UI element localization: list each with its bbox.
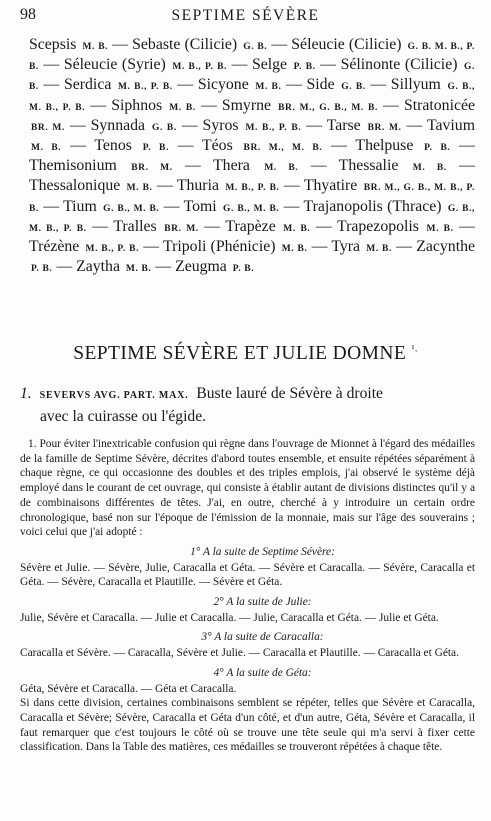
city-entry [94, 137, 169, 154]
city-entry [29, 36, 108, 53]
city-entry [202, 137, 322, 154]
city-name: Trajanopolis (Thrace) [303, 197, 442, 215]
section-title [0, 343, 491, 365]
city-entry [163, 238, 307, 255]
coin-size-marks: P. B. [293, 62, 316, 73]
city-entry [307, 76, 366, 93]
coin-size-marks: M. B. [126, 183, 153, 194]
coin-size-marks: M. B. [125, 264, 152, 275]
coin-description: Buste lauré de Sévère à droite [196, 385, 383, 402]
coin-size-marks: P. B. [424, 143, 451, 154]
city-entry [339, 157, 447, 174]
coin-size-marks: M. B., P. B. [225, 183, 280, 194]
coin-size-marks: G. B., M. B. [223, 203, 280, 214]
group-list-caracalla: Caracalla et Sévère. — Caracalla, Sévère et Julie. — Caracalla et Plautille. — Caracalla et Géta. [20, 647, 459, 660]
coin-size-marks: G. B. [243, 42, 268, 52]
city-name: Sebaste (Cilicie) [132, 36, 238, 53]
city-entry [175, 258, 254, 275]
coin-legend: SEVERVS AVG. PART. MAX. [39, 390, 189, 401]
city-entry [222, 97, 378, 114]
coin-size-marks: M. B. [366, 244, 392, 255]
group-heading-caracalla: 3° A la suite de Caracalla: [201, 631, 324, 644]
coin-size-marks: M. B. [31, 143, 62, 154]
coin-size-marks: M. B. [82, 42, 109, 52]
page-number: 98 [20, 6, 36, 23]
city-entry [113, 218, 198, 235]
coin-size-marks: M. B. [264, 163, 299, 174]
city-entry [213, 157, 298, 174]
city-entry [111, 97, 196, 114]
city-name: Tarse [326, 116, 361, 134]
city-name: Thera [213, 157, 250, 175]
coin-size-marks: M. B., P. B. [85, 244, 140, 255]
city-name: Sillyum [390, 76, 441, 94]
group-list-geta: Géta, Sévère et Caracalla. — Géta et Caracalla. [20, 682, 237, 695]
city-name: Séleucie (Cilicie) [291, 36, 402, 53]
city-entry [76, 258, 151, 275]
coin-size-marks: M. B., P. B. [245, 122, 302, 133]
city-name: Smyrne [221, 96, 271, 114]
section-title-text: SEPTIME SÉVÈRE ET JULIE DOMNE [73, 343, 407, 364]
coin-size-marks: G. B., M. B. [103, 203, 160, 214]
coin-size-marks: BR. M., G. B., M. B., P. B. [29, 183, 475, 214]
coin-size-marks: G. B. [151, 122, 177, 133]
city-name: Selge [251, 56, 288, 74]
city-name: Thuria [176, 177, 219, 195]
city-entry [29, 157, 173, 174]
city-name: Thessalonique [29, 177, 121, 195]
city-name: Stratonicée [403, 96, 475, 114]
city-entry [177, 177, 280, 194]
city-name: Tenos [94, 137, 132, 155]
entry-number: 1. [20, 385, 32, 402]
coin-size-marks: BR. M., G. B., M. B. [278, 102, 378, 113]
city-entry [337, 218, 454, 235]
group-heading-severe: 1° A la suite de Septime Sévère: [190, 545, 335, 558]
coin-size-marks: P. B. [142, 143, 169, 154]
running-title: SEPTIME SÉVÈRE [171, 7, 320, 24]
coin-size-marks: BR. M. [31, 122, 65, 133]
city-name: Séleucie (Syrie) [63, 56, 166, 74]
coin-size-marks: M. B. [412, 163, 447, 174]
city-name: Sélinonte (Cilicie) [340, 56, 458, 74]
city-name: Side [306, 76, 335, 94]
city-entry [198, 76, 282, 93]
coin-size-marks: M. B. [281, 244, 308, 255]
city-name: Synnada [90, 116, 146, 134]
city-name: Tralles [113, 217, 157, 235]
coin-size-marks: G. B. [29, 62, 476, 93]
city-name: Trapezopolis [337, 217, 419, 235]
city-entry [29, 177, 153, 194]
coin-size-marks: G. B., M. B., P. B. [29, 82, 475, 113]
coin-size-marks: M. B. [169, 102, 196, 113]
city-entry [64, 56, 227, 73]
city-name: Serdica [63, 76, 112, 94]
coin-size-marks: BR. M. [367, 122, 402, 133]
coin-size-marks: M. B. [255, 82, 282, 93]
coin-size-marks: M. B. [283, 223, 311, 234]
city-entry [29, 238, 139, 255]
city-name: Tyra [331, 238, 361, 256]
city-name: Syros [202, 116, 239, 134]
city-name: Zaytha [76, 258, 120, 276]
city-name: Thelpuse [355, 137, 414, 155]
city-name: Tium [63, 197, 97, 215]
city-name: Sicyone [197, 76, 249, 94]
city-entry [355, 137, 450, 154]
city-entry [331, 238, 392, 255]
city-entry [64, 76, 173, 93]
city-name: Siphnos [111, 96, 163, 114]
coin-entry [20, 383, 475, 427]
city-name: Thessalie [338, 157, 399, 175]
city-name: Zacynthe [416, 238, 475, 256]
city-name: Scepsis [29, 36, 77, 53]
footnote-conclusion: Si dans cette division, certaines combinaisons semblent se répéter, telles que Sévère et Caracalla, Caracalla et Sévère; Sévère, Caracalla et Géta d'un côté, et d'un autre, Géta, Sévère et Caracalla, il faut remarquer que c'est toujours le côté où se trouve une tête seule qui m'a servi à fixer cette classification. Dans la Table des matières, ces médailles se trouveront répétées à chaque tête. [20, 697, 475, 754]
footnote [20, 437, 475, 755]
group-list-severe: Sévère et Julie. — Sévère, Julie, Caracalla et Géta. — Sévère et Caracalla. — Sévère, Caracalla et Géta. — Sévère, Caracalla et Plautille. — Sévère et Géta. [20, 561, 475, 589]
city-name: Tripoli (Phénicie) [163, 238, 276, 256]
city-name: Téos [202, 137, 233, 155]
city-name: Trapèze [225, 217, 276, 235]
city-entry [225, 218, 310, 235]
city-entry [252, 56, 316, 73]
city-entry [327, 117, 402, 134]
section-note-ref: ¹. [411, 343, 418, 355]
coin-size-marks: BR. M. [131, 163, 173, 174]
footnote-intro: 1. Pour éviter l'inextricable confusion qui règne dans l'ouvrage de Mionnet à l'égard des médailles de la famille de Septime Sévère, décrites d'abord toutes ensemble, et ensuite répétées séparément à chaque règne, ce qui occasionne des doubles et des triples emplois, j'ai observé le système déjà employé dans le courant de cet ouvrage, qui consiste à établir autant de divisions distinctes qu'il y a de combinaisons différentes de têtes. J'ai, en outre, cherché à y introduire un certain ordre chronologique, basé non sur l'époque de l'émission de la monnaie, mais sur l'âge des souverains ; voici celui que j'ai adopté : [20, 438, 475, 539]
city-name: Themisonium [29, 157, 117, 175]
coin-size-marks: M. B., P. B. [172, 62, 228, 73]
city-entry [184, 198, 280, 215]
page-header [0, 6, 491, 26]
city-name: Zeugma [175, 258, 227, 276]
coin-size-marks: G. B. M. B., P. B. [29, 42, 475, 73]
coin-size-marks: BR. M. [164, 223, 199, 234]
city-mint-list: Scepsis M. B. — Sebaste (Cilicie) G. B. — Séleucie (Cilicie) G. B. M. B., P. B. — Séleucie (Syrie) M. B., P. B. — Selge P. B. — Sélinonte (Cilicie) G. B. — Serdica M. B., P. B. — Sicyone M. B. — Side G. B. — Sillyum G. B., M. B., P. B. — Siphnos M. B. — Smyrne BR. M., G. B., M. B. — Stratonicée BR. M. — Synnada G. B. — Syros M. B., P. B. — Tarse BR. M. — Tavium M. B. — Tenos P. B. — Téos BR. M., M. B. — Thelpuse P. B. — Themisonium BR. M. — Thera M. B. — Thessalie M. B. — Thessalonique M. B. — Thuria M. B., P. B. — Thyatire BR. M., G. B., M. B., P. B. — Tium G. B., M. B. — Tomi G. B., M. B. — Trajanopolis (Thrace) G. B., M. B., P. B. — Tralles BR. M. — Trapèze M. B. — Trapezopolis M. B. — Trézène M. B., P. B. — Tripoli (Phénicie) M. B. — Tyra M. B. — Zacynthe P. B. — Zaytha M. B. — Zeugma P. B. [29, 36, 476, 276]
coin-size-marks: M. B. [426, 223, 454, 234]
city-entry [63, 198, 159, 215]
city-name: Trézène [29, 238, 80, 256]
city-name: Tavium [426, 116, 475, 134]
city-name: Tomi [183, 197, 217, 215]
coin-size-marks: P. B. [232, 264, 255, 275]
city-entry [203, 117, 302, 134]
group-heading-julie: 2° A la suite de Julie: [213, 596, 312, 609]
coin-size-marks: M. B., P. B. [117, 82, 173, 93]
coin-size-marks: G. B. [341, 82, 366, 93]
city-entry [91, 117, 177, 134]
coin-size-marks: G. B., M. B., P. B. [29, 203, 476, 234]
coin-size-marks: P. B. [31, 264, 53, 275]
city-entry [132, 36, 267, 53]
coin-size-marks: BR. M., M. B. [243, 143, 323, 154]
coin-description-cont: avec la cuirasse ou l'égide. [40, 408, 207, 425]
group-heading-geta: 4° A la suite de Géta: [213, 666, 312, 679]
city-name: Thyatire [303, 177, 358, 195]
group-list-julie: Julie, Sévère et Caracalla. — Julie et Caracalla. — Julie, Caracalla et Géta. — Julie et Géta. [20, 611, 439, 624]
